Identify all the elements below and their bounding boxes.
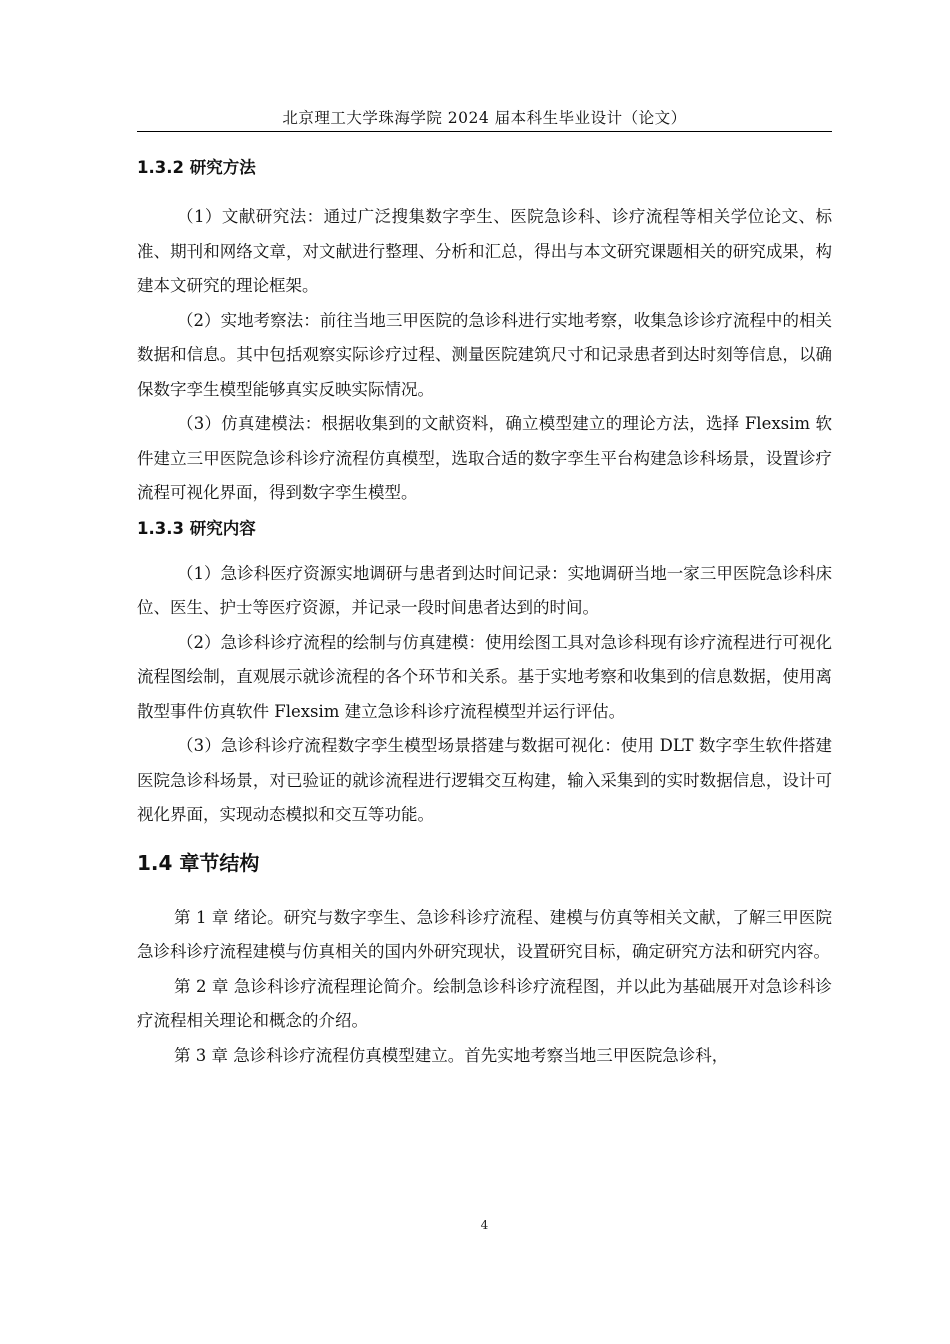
content-paragraph-1: （1）急诊科医疗资源实地调研与患者到达时间记录：实地调研当地一家三甲医院急诊科床位、医生、护士等医疗资源，并记录一段时间患者达到的时间。 — [137, 563, 832, 617]
running-header: 北京理工大学珠海学院 2024 届本科生毕业设计（论文） — [282, 109, 687, 127]
methods-paragraph-3: （3）仿真建模法：根据收集到的文献资料，确立模型建立的理论方法，选择 Flexsim 软件建立三甲医院急诊科诊疗流程仿真模型，选取合适的数字孪生平台构建急诊科场景，设置诊疗流程可视化界面，得到数字孪生模型。 — [137, 414, 832, 502]
section-heading-chapter-structure: 1.4 章节结构 — [137, 850, 260, 875]
chapter-2-summary: 第 2 章 急诊科诊疗流程理论简介。绘制急诊科诊疗流程图，并以此为基础展开对急诊科诊疗流程相关理论和概念的介绍。 — [137, 976, 832, 1030]
header-divider — [137, 131, 832, 132]
chapter-1-summary: 第 1 章 绪论。研究与数字孪生、急诊科诊疗流程、建模与仿真等相关文献，了解三甲医院急诊科诊疗流程建模与仿真相关的国内外研究现状，设置研究目标，确定研究方法和研究内容。 — [137, 907, 832, 961]
methods-paragraph-2: （2）实地考察法：前往当地三甲医院的急诊科进行实地考察，收集急诊诊疗流程中的相关数据和信息。其中包括观察实际诊疗过程、测量医院建筑尺寸和记录患者到达时刻等信息，以确保数字孪生模型能够真实反映实际情况。 — [137, 310, 832, 399]
section-heading-research-methods: 1.3.2 研究方法 — [137, 158, 256, 177]
page-body — [137, 150, 832, 1073]
content-paragraph-2: （2）急诊科诊疗流程的绘制与仿真建模：使用绘图工具对急诊科现有诊疗流程进行可视化流程图绘制，直观展示就诊流程的各个环节和关系。基于实地考察和收集到的信息数据，使用离散型事件仿真软件 Flexsim 建立急诊科诊疗流程模型并运行评估。 — [137, 632, 832, 721]
chapter-3-summary: 第 3 章 急诊科诊疗流程仿真模型建立。首先实地考察当地三甲医院急诊科， — [174, 1045, 729, 1065]
methods-paragraph-1: （1）文献研究法：通过广泛搜集数字孪生、医院急诊科、诊疗流程等相关学位论文、标准、期刊和网络文章，对文献进行整理、分析和汇总，得出与本文研究课题相关的研究成果，构建本文研究的理论框架。 — [137, 207, 832, 295]
content-paragraph-3: （3）急诊科诊疗流程数字孪生模型场景搭建与数据可视化：使用 DLT 数字孪生软件搭建医院急诊科场景，对已验证的就诊流程进行逻辑交互构建，输入采集到的实时数据信息，设计可视化界面，实现动态模拟和交互等功能。 — [137, 736, 832, 824]
section-heading-research-content: 1.3.3 研究内容 — [137, 518, 256, 538]
page-number: 4 — [480, 1218, 489, 1232]
